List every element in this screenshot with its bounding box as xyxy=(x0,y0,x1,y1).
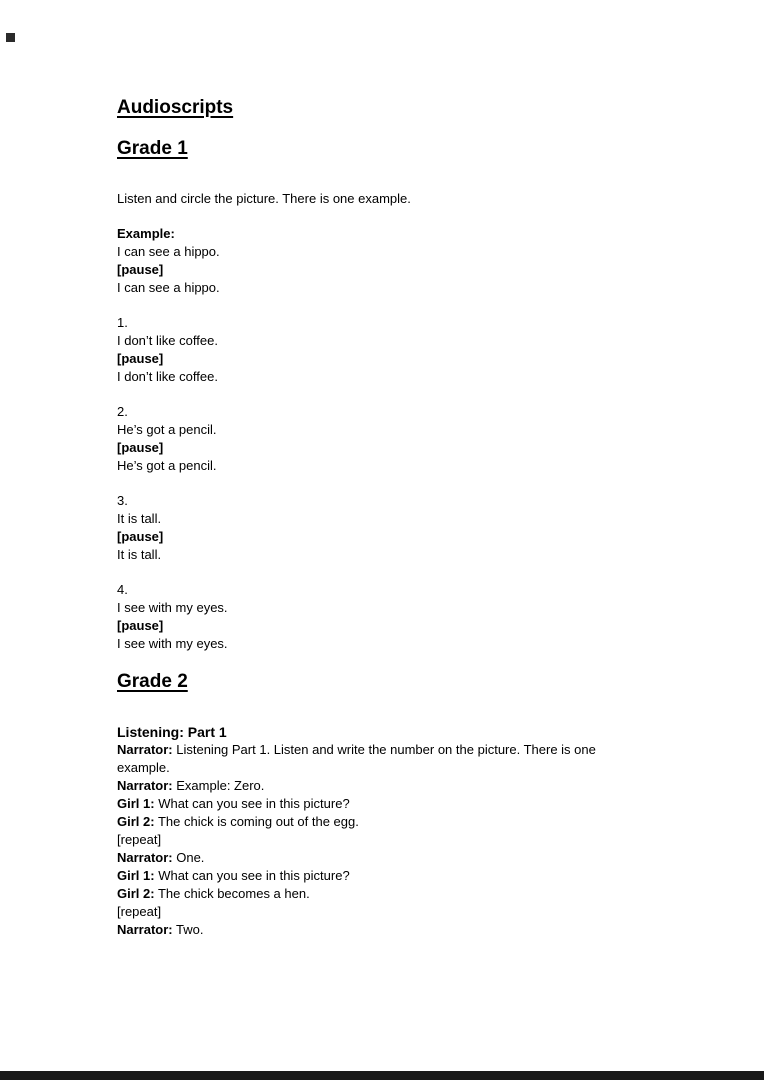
heading-text: Grade 1 xyxy=(117,138,188,159)
text-run: The chick is coming out of the egg. xyxy=(154,814,359,829)
document-title xyxy=(117,96,639,120)
text-line xyxy=(117,741,639,777)
text-run: I can see a hippo. xyxy=(117,280,220,295)
text-line xyxy=(117,279,639,297)
paragraph xyxy=(117,492,639,564)
text-line xyxy=(117,635,639,653)
text-line xyxy=(117,921,639,939)
text-line xyxy=(117,885,639,903)
text-line xyxy=(117,332,639,350)
text-run: 1. xyxy=(117,315,128,330)
heading-text: Audioscripts xyxy=(117,97,234,118)
text-run: I don’t like coffee. xyxy=(117,369,218,384)
speaker-label: Girl 1: xyxy=(117,796,155,811)
paragraph xyxy=(117,314,639,386)
text-run: I don’t like coffee. xyxy=(117,333,218,348)
text-line xyxy=(117,903,639,921)
paragraph xyxy=(117,225,639,297)
text-run: 2. xyxy=(117,404,128,419)
text-line xyxy=(117,599,639,617)
section-heading xyxy=(117,670,639,694)
text-run: Two. xyxy=(172,922,204,937)
paragraph xyxy=(117,723,639,939)
text-line xyxy=(117,190,639,208)
text-line xyxy=(117,777,639,795)
speaker-label: Girl 2: xyxy=(117,886,155,901)
text-run: Listening Part 1. Listen and write the number on the picture. There is one example. xyxy=(117,742,596,775)
text-line xyxy=(117,368,639,386)
speaker-label: [pause] xyxy=(117,529,164,544)
text-line xyxy=(117,546,639,564)
paragraph xyxy=(117,190,639,208)
text-run: It is tall. xyxy=(117,547,162,562)
text-run: [repeat] xyxy=(117,832,162,847)
text-run: I see with my eyes. xyxy=(117,600,228,615)
text-line xyxy=(117,225,639,243)
speaker-label: Narrator: xyxy=(117,850,173,865)
text-line xyxy=(117,795,639,813)
speaker-label: [pause] xyxy=(117,618,164,633)
text-line xyxy=(117,617,639,635)
text-line xyxy=(117,581,639,599)
text-run: [repeat] xyxy=(117,904,162,919)
text-line xyxy=(117,528,639,546)
text-run: He’s got a pencil. xyxy=(117,422,217,437)
text-run: Example: Zero. xyxy=(172,778,265,793)
section-heading xyxy=(117,137,639,161)
speaker-label: [pause] xyxy=(117,351,164,366)
document-content xyxy=(117,96,639,956)
text-run: 4. xyxy=(117,582,128,597)
subsection-heading xyxy=(117,723,639,741)
text-line xyxy=(117,867,639,885)
text-run: One. xyxy=(172,850,205,865)
speaker-label: Girl 2: xyxy=(117,814,155,829)
text-run: What can you see in this picture? xyxy=(154,796,350,811)
text-run: Listen and circle the picture. There is one example. xyxy=(117,191,411,206)
text-run: What can you see in this picture? xyxy=(154,868,350,883)
text-line xyxy=(117,261,639,279)
text-line xyxy=(117,831,639,849)
heading-text: Grade 2 xyxy=(117,671,188,692)
speaker-label: Girl 1: xyxy=(117,868,155,883)
page-corner-artifact xyxy=(6,33,15,42)
text-line xyxy=(117,350,639,368)
text-run: The chick becomes a hen. xyxy=(154,886,310,901)
speaker-label: Narrator: xyxy=(117,742,173,757)
text-line xyxy=(117,849,639,867)
text-run: 3. xyxy=(117,493,128,508)
speaker-label: [pause] xyxy=(117,262,164,277)
text-run: I can see a hippo. xyxy=(117,244,220,259)
text-line xyxy=(117,510,639,528)
text-line xyxy=(117,243,639,261)
text-run: It is tall. xyxy=(117,511,162,526)
speaker-label: Example: xyxy=(117,226,175,241)
text-line xyxy=(117,813,639,831)
paragraph xyxy=(117,581,639,653)
speaker-label: [pause] xyxy=(117,440,164,455)
text-run: I see with my eyes. xyxy=(117,636,228,651)
text-line xyxy=(117,457,639,475)
text-line xyxy=(117,403,639,421)
paragraph xyxy=(117,403,639,475)
text-line xyxy=(117,314,639,332)
speaker-label: Narrator: xyxy=(117,922,173,937)
text-run: He’s got a pencil. xyxy=(117,458,217,473)
viewer-bottom-bar xyxy=(0,1071,764,1080)
text-line xyxy=(117,439,639,457)
speaker-label: Narrator: xyxy=(117,778,173,793)
speaker-label: Listening: Part 1 xyxy=(117,724,227,740)
text-line xyxy=(117,492,639,510)
text-line xyxy=(117,421,639,439)
